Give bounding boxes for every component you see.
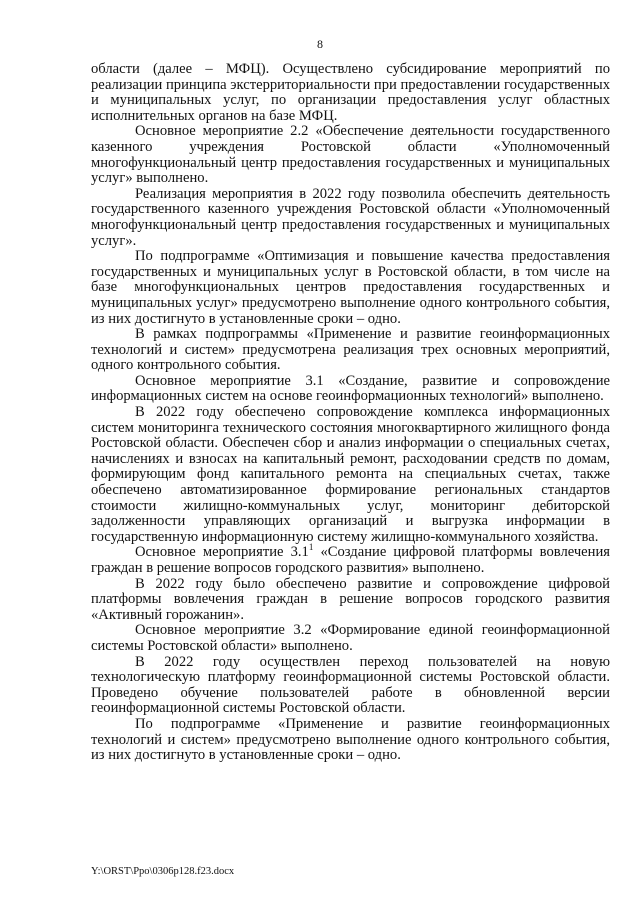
paragraph-8-end: «Создание цифровой платформы вовлечения граждан в решение вопросов городского развития» выполнено.	[91, 544, 610, 576]
paragraph-5: В рамках подпрограммы «Применение и развитие геоинформационных технологий и систем» предусмотрена реализация трех основных мероприятий, одного контрольного события.	[91, 326, 610, 374]
paragraph-7: В 2022 году обеспечено сопровождение комплекса информационных систем мониторинга технического состояния многоквартирного жилищного фонда Ростовской области. Обеспечен сбор и анализ информации о специальных счетах, начислениях и взносах на капитальный ремонт, расходовании средств по домам, формирующим фонд капитального ремонта на специальных счетах, также обеспечено автоматизированное формирование региональных стандартов стоимости жилищно-коммунальных услуг, мониторинг дебиторской задолженности управляющих организаций и выгрузка информации в государственную информационную систему жилищно-коммунального хозяйства.	[91, 404, 610, 545]
paragraph-8-start: Основное мероприятие 3.1	[135, 544, 309, 561]
paragraph-2: Основное мероприятие 2.2 «Обеспечение деятельности государственного казенного учреждения Ростовской области «Уполномоченный многофункциональный центр предоставления государственных и муниципальных услуг» выполнено.	[91, 123, 610, 187]
paragraph-10: Основное мероприятие 3.2 «Формирование единой геоинформационной системы Ростовской области» выполнено.	[91, 622, 610, 654]
paragraph-4: По подпрограмме «Оптимизация и повышение качества предоставления государственных и муниципальных услуг в Ростовской области, в том числе на базе многофункциональных центров предоставления государственных и муниципальных услуг» предусмотрено выполнение одного контрольного события, из них достигнуто в установленные сроки – одно.	[91, 248, 610, 327]
document-body	[91, 62, 610, 764]
footer-file-path: Y:\ORST\Ppo\0306p128.f23.docx	[91, 866, 235, 877]
paragraph-11: В 2022 году осуществлен переход пользователей на новую технологическую платформу геоинформационной системы Ростовской области. Проведено обучение пользователей работе в обновленной версии геоинформационной системы Ростовской области.	[91, 653, 610, 717]
paragraph-9: В 2022 году было обеспечено развитие и сопровождение цифровой платформы вовлечения граждан в решение вопросов городского развития «Активный горожанин».	[91, 575, 610, 623]
superscript: 1	[308, 542, 314, 553]
paragraph-6: Основное мероприятие 3.1 «Создание, развитие и сопровождение информационных систем на основе геоинформационных технологий» выполнено.	[91, 372, 610, 405]
paragraph-12: По подпрограмме «Применение и развитие геоинформационных технологий и систем» предусмотрено выполнение одного контрольного события, из них достигнуто в установленные сроки – одно.	[91, 715, 610, 764]
paragraph-8	[91, 542, 610, 576]
paragraph-3: Реализация мероприятия в 2022 году позволила обеспечить деятельность государственного казенного учреждения Ростовской области «Уполномоченный многофункциональный центр предоставления государственных и муниципальных услуг».	[91, 185, 610, 249]
page-number: 8	[317, 37, 323, 51]
paragraph-1: области (далее – МФЦ). Осуществлено субсидирование мероприятий по реализации принципа экстерриториальности при предоставлении государственных и муниципальных услуг, по организации предоставления услуг областных исполнительных органов на базе МФЦ.	[91, 61, 610, 124]
